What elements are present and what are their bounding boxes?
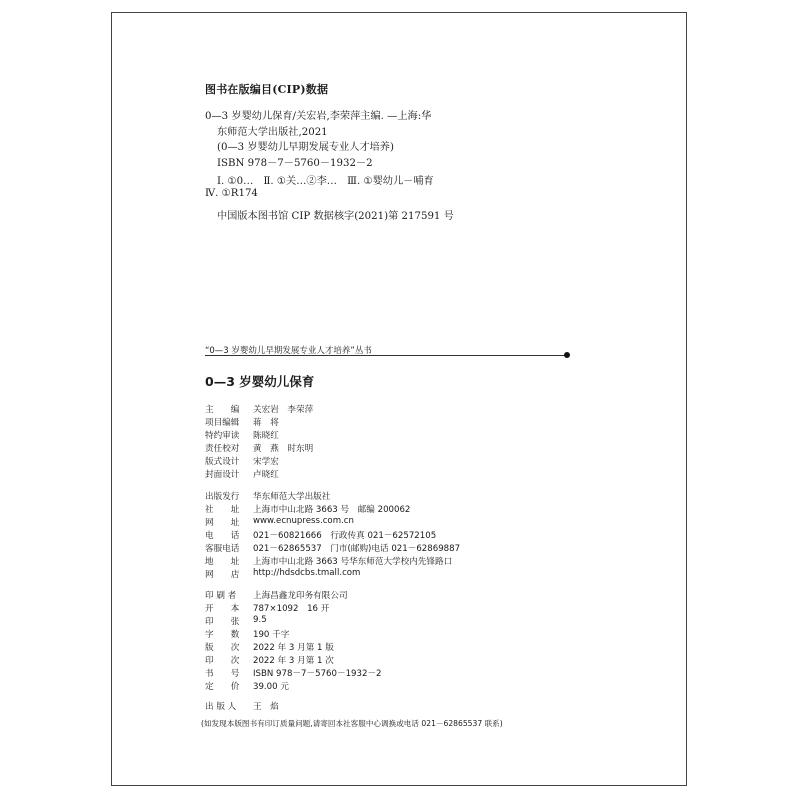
publisher-label: 客服电话	[205, 544, 240, 554]
publisher-value: www.ecnupress.com.cn	[253, 516, 354, 526]
print-value: 2022 年 3 月第 1 次	[253, 656, 334, 666]
cip-line-classification: Ⅰ. ①0… Ⅱ. ①关…②李… Ⅲ. ①婴幼儿－哺育	[217, 176, 434, 187]
print-label: 印 次	[205, 656, 240, 666]
cip-line-series: (0—3 岁婴幼儿早期发展专业人才培养)	[217, 142, 394, 153]
editor-label: 责任校对	[205, 444, 240, 454]
print-label: 开 本	[205, 604, 240, 614]
print-label: 印 刷 者	[205, 591, 237, 601]
publisher-value: 上海市中山北路 3663 号 邮编 200062	[253, 505, 411, 515]
print-label: 定 价	[205, 682, 240, 692]
cip-heading: 图书在版编目(CIP)数据	[205, 83, 329, 96]
editor-label: 特约审读	[205, 431, 240, 441]
editor-label: 版式设计	[205, 457, 240, 467]
publisher-label: 出版发行	[205, 492, 240, 502]
cip-line-class-code: Ⅳ. ①R174	[205, 188, 258, 199]
rule-end-dot	[564, 352, 570, 358]
print-value: 2022 年 3 月第 1 版	[253, 643, 334, 653]
publisher-value: 华东师范大学出版社	[253, 492, 331, 502]
editor-value: 黄 燕 时东明	[253, 444, 314, 454]
publisher-label: 电 话	[205, 531, 240, 541]
print-value: 787×1092 16 开	[253, 604, 330, 614]
editor-value: 陈晓红	[253, 431, 279, 441]
publisher-label: 社 址	[205, 505, 240, 515]
editor-value: 关宏岩 李荣萍	[253, 405, 314, 415]
publisher-value: 上海市中山北路 3663 号华东师范大学校内先锋路口	[253, 557, 453, 567]
publisher-label: 网 址	[205, 518, 240, 528]
cip-line-publisher: 东师范大学出版社,2021	[217, 127, 328, 138]
publisher-person-label: 出 版 人	[205, 702, 237, 712]
quality-notice: (如发现本版图书有印订质量问题,请寄回本社客服中心调换或电话 021－62865537 联系)	[201, 719, 503, 728]
cip-line-isbn: ISBN 978－7－5760－1932－2	[217, 158, 373, 169]
publisher-person-value: 王 焰	[253, 702, 279, 712]
page-frame	[111, 12, 687, 786]
publisher-value: 021－62865537 门市(邮购)电话 021－62869887	[253, 544, 461, 554]
print-label: 字 数	[205, 630, 240, 640]
cip-line-record-number: 中国版本图书馆 CIP 数据核字(2021)第 217591 号	[217, 211, 454, 222]
print-value: 上海昌鑫龙印务有限公司	[253, 591, 348, 601]
editor-value: 宋学宏	[253, 457, 279, 467]
print-label: 书 号	[205, 669, 240, 679]
editor-value: 卢晓红	[253, 470, 279, 480]
editor-label: 封面设计	[205, 470, 240, 480]
publisher-value: http://hdsdcbs.tmall.com	[253, 568, 361, 578]
divider-rule	[205, 355, 568, 356]
editor-label: 主 编	[205, 405, 240, 415]
print-value: 39.00 元	[253, 682, 289, 692]
publisher-label: 地 址	[205, 557, 240, 567]
publisher-value: 021－60821666 行政传真 021－62572105	[253, 531, 437, 541]
print-value: ISBN 978－7－5760－1932－2	[253, 669, 382, 679]
cip-line-title: 0—3 岁婴幼儿保育/关宏岩,李荣萍主编. —上海:华	[205, 111, 432, 122]
series-label: “0—3 岁婴幼儿早期发展专业人才培养”丛书	[205, 346, 372, 356]
print-label: 印 张	[205, 617, 240, 627]
print-label: 版 次	[205, 643, 240, 653]
publisher-label: 网 店	[205, 570, 240, 580]
book-title: 0—3 岁婴幼儿保育	[205, 374, 315, 389]
editor-value: 蒋 将	[253, 418, 279, 428]
editor-label: 项目编辑	[205, 418, 240, 428]
print-value: 190 千字	[253, 630, 290, 640]
print-value: 9.5	[253, 615, 267, 625]
